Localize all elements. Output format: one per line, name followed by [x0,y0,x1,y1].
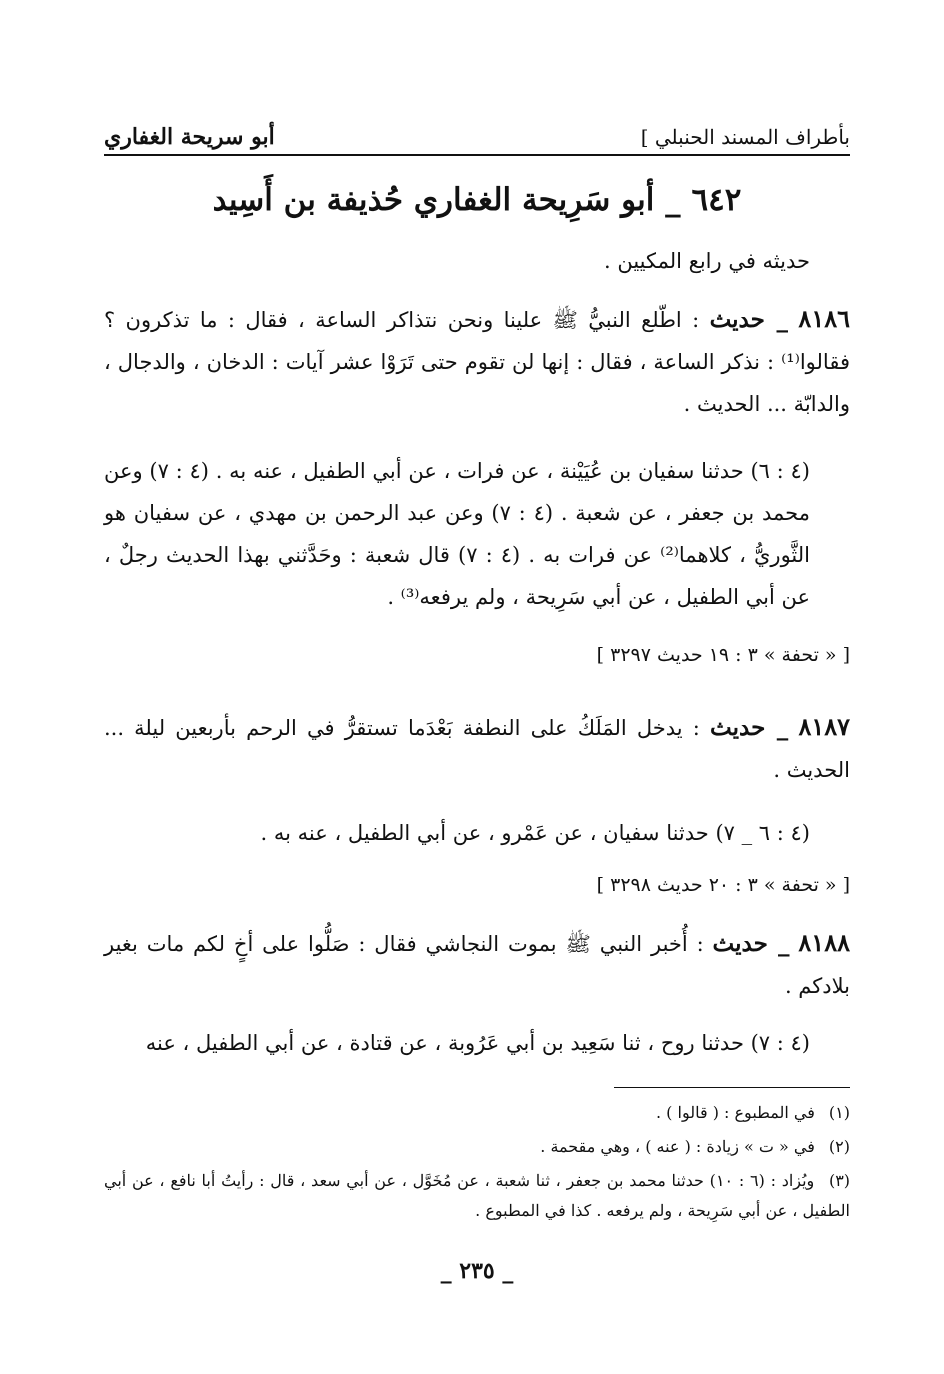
isnad-text: (٤ : ٧) حدثنا روح ، ثنا سَعِيد بن أبي عَرُوبة ، عن قتادة ، عن أبي الطفيل ، عنه [145,1031,810,1055]
footnote-text: ويُزاد : (٦ : ١٠) حدثنا محمد بن جعفر ، ثنا شعبة ، عن مُخَوَّل ، عن أبي سعد ، قال : رأيتُ أبا نافع ، عن أبي الطفيل ، عن أبي سَرِيحة ، ولم يرفعه . كذا في المطبوع . [104,1171,850,1220]
chapter-title: ٦٤٢ _ أبو سَرِيحة الغفاري حُذيفة بن أَسِيد [212,182,742,218]
hadith-text: : أُخبر النبي ﷺ بموت النجاشي فقال : صَلُّوا على أخٍ لكم مات بغير بلادكم . [104,932,850,998]
tuhfa-reference-3297: [ « تحفة » ٣ : ١٩ حديث ٣٢٩٧ ] [596,644,850,666]
isnad-text: (٤ : ٦ _ ٧) حدثنا سفيان ، عن عَمْرو ، عن أبي الطفيل ، عنه به . [260,821,810,845]
header-divider [104,154,850,156]
hadith-text: : اطّلع النبيُّ ﷺ علينا ونحن نتذاكر الساعة ، فقال : ما تذكرون ؟ فقالوا⁽¹⁾ : نذكر الساعة ، فقال : إنها لن تقوم حتى تَرَوْا عشر آيات : الدخان ، والدجال ، والدابّة ... الحديث . [104,308,850,416]
tuhfa-reference-3298: [ « تحفة » ٣ : ٢٠ حديث ٣٢٩٨ ] [596,874,850,896]
page-number: _ ٢٣٥ _ [440,1258,514,1284]
intro-text: حديثه في رابع المكيين . [604,249,810,273]
footnote-1 [104,1098,850,1128]
footnote-text: في المطبوع : ( قالوا ) . [656,1103,815,1122]
hadith-number: ٨١٨٨ [798,928,850,957]
footnote-divider [614,1087,850,1088]
running-header [104,122,850,152]
hadith-label: _ حديث [709,306,789,333]
footnote-3 [104,1166,850,1226]
hadith-number: ٨١٨٧ [798,712,850,741]
hadith-label: _ حديث [712,930,790,957]
footnote-2 [104,1132,850,1162]
footnote-text: في « ت » زيادة : ( عنه ) ، وهي مقحمة . [540,1137,815,1156]
hadith-8187 [104,706,850,791]
hadith-8188 [104,922,850,1007]
book-page [104,110,850,1290]
isnad-8187 [104,812,850,854]
header-book-title: بأطراف المسند الحنبلي ] [640,125,850,149]
header-chapter-name: أبو سريحة الغفاري [104,124,275,150]
footnote-number: (٢) [828,1137,850,1156]
footnote-number: (١) [828,1103,850,1122]
isnad-8186 [104,450,850,618]
hadith-text: : يدخل المَلَكُ على النطفة بَعْدَما تستقرُّ في الرحم بأربعين ليلة ... الحديث . [104,716,850,782]
isnad-text: (٤ : ٦) حدثنا سفيان بن عُيَيْنة ، عن فرات ، عن أبي الطفيل ، عنه به . (٤ : ٧) وعن محمد بن جعفر ، عن شعبة . (٤ : ٧) وعن عبد الرحمن بن مهدي ، عن سفيان هو الثَّوريُّ ، كلاهما⁽²⁾ عن فرات به . (٤ : ٧) قال شعبة : وحَدَّثني بهذا الحديث رجلٌ ، عن أبي الطفيل ، عن أبي سَرِيحة ، ولم يرفعه⁽³⁾ . [104,459,810,609]
hadith-number: ٨١٨٦ [798,304,850,333]
hadith-8186 [104,298,850,425]
intro-paragraph [104,240,850,282]
hadith-label: _ حديث [710,714,789,741]
isnad-8188 [104,1022,850,1064]
footnote-number: (٣) [828,1171,851,1190]
